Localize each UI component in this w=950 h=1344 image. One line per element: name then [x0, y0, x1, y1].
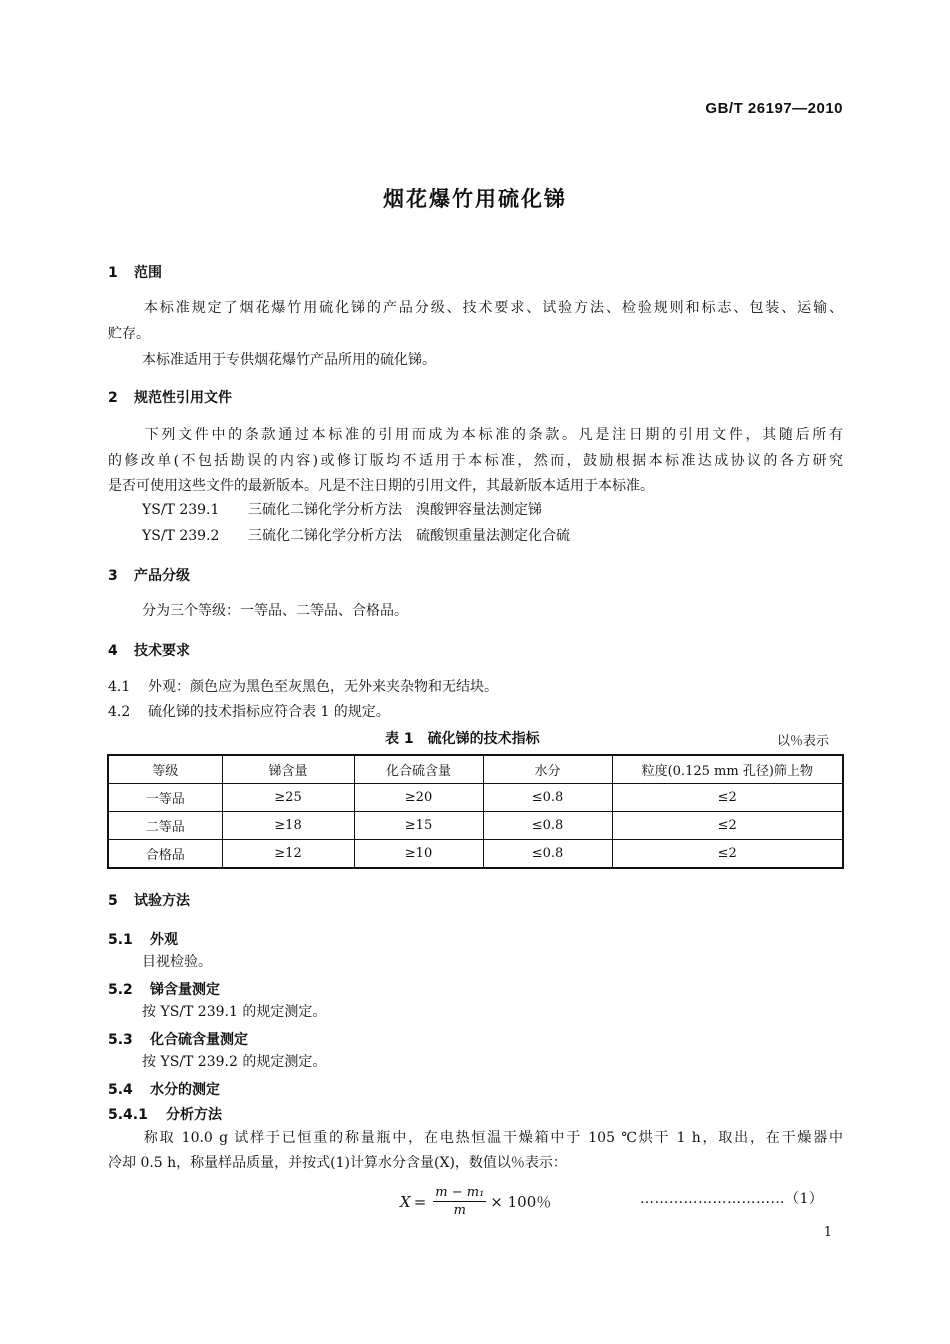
clause-5-2-heading: 5.2 锑含量测定: [108, 982, 220, 998]
section-3-para: 分为三个等级：一等品、二等品、合格品。: [142, 603, 408, 619]
clause-5-4-1-line-2: 冷却 0.5 h，称量样品质量，并按式(1)计算水分含量(X)，数值以％表示：: [108, 1155, 567, 1171]
table-header-cell: 等级: [108, 755, 222, 784]
formula-denominator: m: [453, 1203, 466, 1218]
clause-4-1: 4.1 外观：颜色应为黑色至灰黑色，无外来夹杂物和无结块。: [108, 679, 498, 695]
clause-5-4-1-line-1: 称取 10.0 g 试样于已恒重的称量瓶中，在电热恒温干燥箱中于 105 ℃烘干 1 h，取出，在干燥器中: [142, 1130, 843, 1146]
formula-fraction: [433, 1185, 486, 1218]
table-row: [108, 784, 843, 812]
section-1-para-1-line-1: 本标准规定了烟花爆竹用硫化锑的产品分级、技术要求、试验方法、检验规则和标志、包装、运输、: [142, 300, 843, 316]
table-cell: ≤2: [612, 784, 843, 812]
section-1-para-1-line-2: 贮存。: [108, 326, 150, 342]
table-cell: 一等品: [108, 784, 222, 812]
table-cell: 二等品: [108, 812, 222, 840]
formula-numerator: m − m₁: [435, 1185, 485, 1200]
table-caption: 表 1 硫化锑的技术指标: [385, 731, 540, 747]
formula-equals: =: [413, 1192, 427, 1211]
table-cell: ≥25: [222, 784, 354, 812]
section-2-heading: 2 规范性引用文件: [108, 390, 232, 406]
clause-5-2-text: 按 YS/T 239.1 的规定测定。: [142, 1004, 327, 1020]
section-1-para-2: 本标准适用于专供烟花爆竹产品所用的硫化锑。: [142, 352, 436, 368]
table-header-cell: 化合硫含量: [354, 755, 483, 784]
table-cell: ≥18: [222, 812, 354, 840]
document-title: 烟花爆竹用硫化锑: [383, 187, 567, 211]
formula-rhs: × 100％: [490, 1193, 552, 1211]
clause-5-3-heading: 5.3 化合硫含量测定: [108, 1032, 248, 1048]
table-row: [108, 840, 843, 869]
section-2-para-line-1: 下列文件中的条款通过本标准的引用而成为本标准的条款。凡是注日期的引用文件，其随后所有: [142, 427, 843, 443]
table-cell: 合格品: [108, 840, 222, 869]
equation-number: …………………………（1）: [640, 1191, 824, 1207]
table-cell: ≥20: [354, 784, 483, 812]
table-row: [108, 812, 843, 840]
table-header-cell: 粒度(0.125 mm 孔径)筛上物: [612, 755, 843, 784]
section-3-heading: 3 产品分级: [108, 568, 190, 584]
section-5-heading: 5 试验方法: [108, 893, 190, 909]
clause-5-4-1-heading: 5.4.1 分析方法: [108, 1107, 222, 1123]
table-cell: ≤0.8: [483, 840, 612, 869]
section-2-para-line-3: 是否可使用这些文件的最新版本。凡是不注日期的引用文件，其最新版本适用于本标准。: [108, 478, 654, 494]
formula-lhs: X: [400, 1192, 411, 1211]
table-header-cell: 锑含量: [222, 755, 354, 784]
table-cell: ≤2: [612, 840, 843, 869]
reference-1: YS/T 239.1 三硫化二锑化学分析方法 溴酸钾容量法测定锑: [142, 502, 542, 518]
standard-code: GB/T 26197—2010: [705, 100, 843, 117]
table-cell: ≥12: [222, 840, 354, 869]
reference-2: YS/T 239.2 三硫化二锑化学分析方法 硫酸钡重量法测定化合硫: [142, 528, 570, 544]
section-1-heading: 1 范围: [108, 265, 162, 281]
section-4-heading: 4 技术要求: [108, 643, 190, 659]
table-header-row: [108, 755, 843, 784]
table-cell: ≤2: [612, 812, 843, 840]
clause-4-2: 4.2 硫化锑的技术指标应符合表 1 的规定。: [108, 704, 390, 720]
clause-5-4-heading: 5.4 水分的测定: [108, 1082, 220, 1098]
moisture-formula: [400, 1185, 551, 1218]
table-cell: ≤0.8: [483, 784, 612, 812]
table-cell: ≤0.8: [483, 812, 612, 840]
table-cell: ≥15: [354, 812, 483, 840]
technical-spec-table: [107, 754, 844, 869]
section-2-para-line-2: 的修改单(不包括勘误的内容)或修订版均不适用于本标准，然而，鼓励根据本标准达成协议的各方研究: [108, 453, 843, 469]
clause-5-3-text: 按 YS/T 239.2 的规定测定。: [142, 1054, 327, 1070]
page-number: 1: [823, 1225, 832, 1240]
clause-5-1-text: 目视检验。: [142, 954, 212, 970]
table-cell: ≥10: [354, 840, 483, 869]
table-header-cell: 水分: [483, 755, 612, 784]
table-unit-note: 以％表示: [776, 734, 829, 749]
clause-5-1-heading: 5.1 外观: [108, 932, 178, 948]
